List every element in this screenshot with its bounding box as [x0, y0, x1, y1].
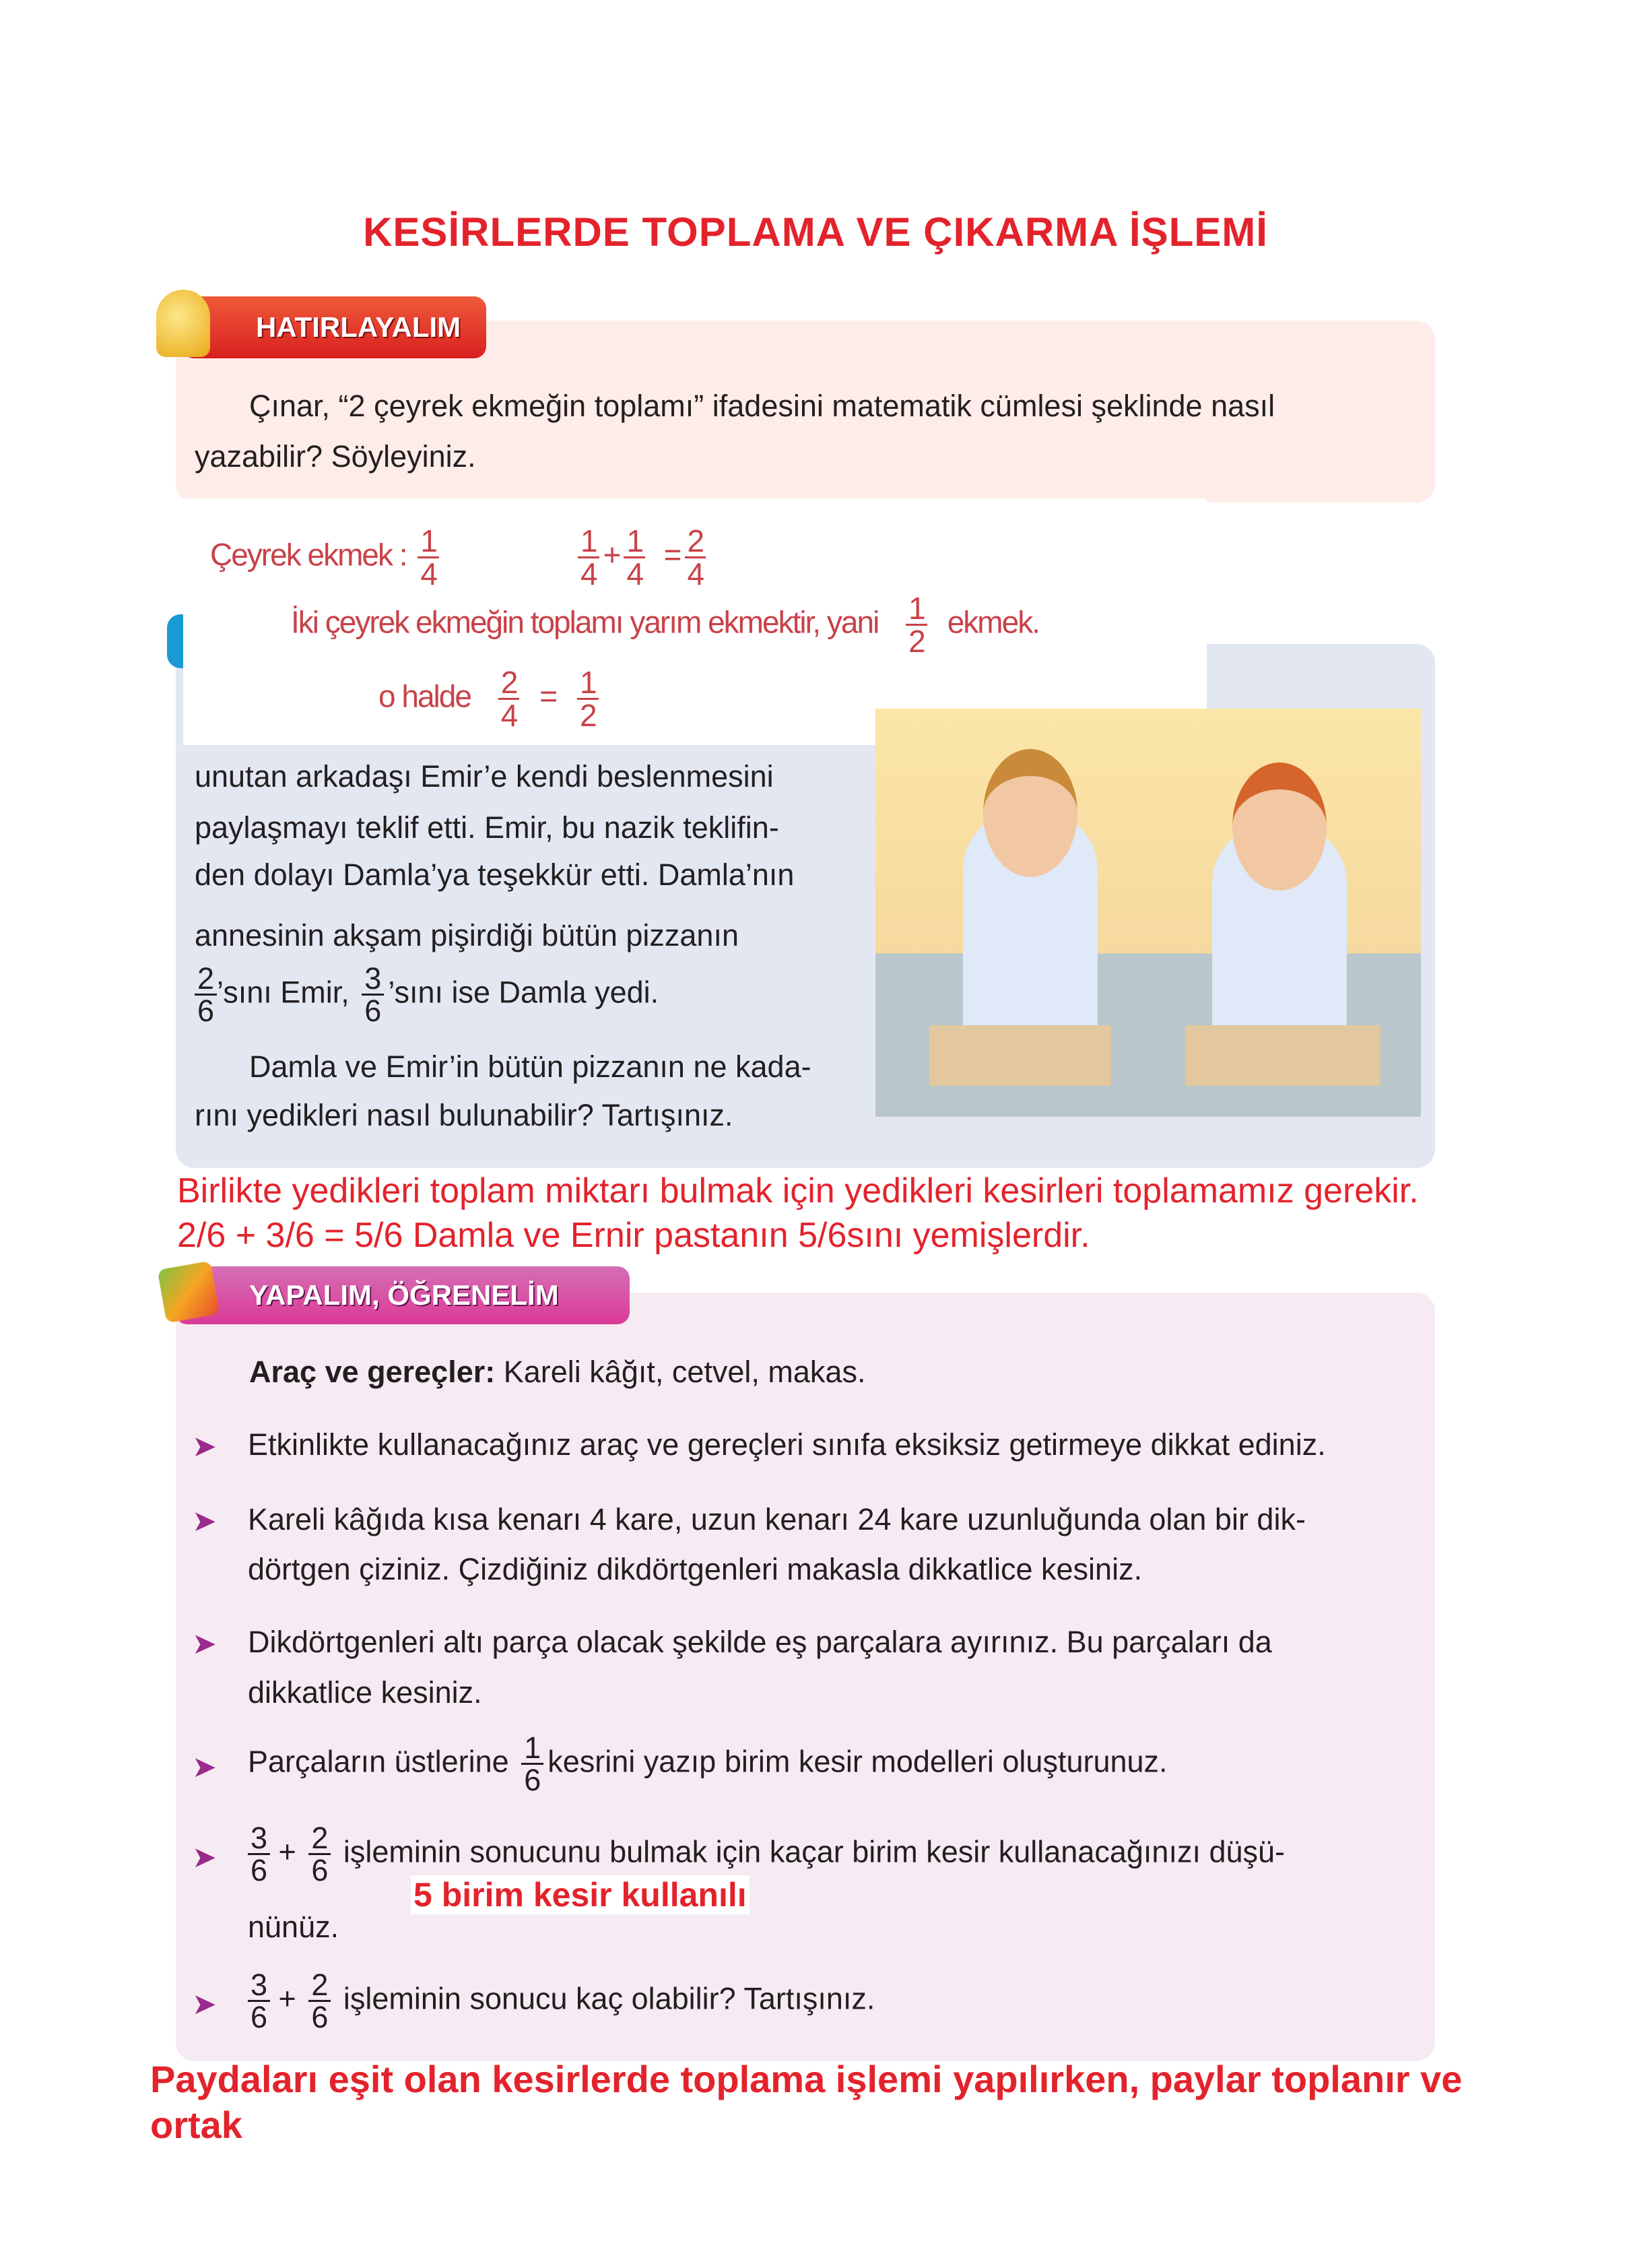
children-pizza-illustration [875, 709, 1421, 1117]
bullet-icon: ➤ [192, 1841, 217, 1874]
num: 1 [577, 667, 599, 700]
step-2-line-2: dörtgen çiziniz. Çizdiğiniz dikdörtgenleri makasla dikkatlice kesiniz. [248, 1552, 1143, 1586]
num: 3 [248, 1823, 270, 1855]
text: ’sını Emir, [217, 975, 350, 1010]
num: 3 [248, 1970, 270, 2002]
remember-line-2: yazabilir? Söyleyiniz. [195, 439, 476, 474]
books-icon [158, 1261, 220, 1324]
den: 6 [311, 2000, 329, 2034]
text: kesrini yazıp birim kesir modelleri oluşturunuz. [547, 1744, 1168, 1779]
story-line-1: unutan arkadaşı Emir’e kendi beslenmesini [195, 759, 774, 793]
boy-head [983, 749, 1077, 877]
tools-value: Kareli kâğıt, cetvel, makas. [495, 1355, 866, 1389]
den: 6 [197, 994, 215, 1028]
den: 2 [579, 698, 596, 733]
equals-sign: = [539, 678, 557, 714]
step-5-line-2: nünüz. [248, 1910, 339, 1944]
remember-badge-label: HATIRLAYALIM [256, 311, 461, 343]
answer-line-1: Birlikte yedikleri toplam miktarı bulmak için yedikleri kesirleri toplamamız gerekir. [177, 1171, 1419, 1210]
remember-line-1: Çınar, “2 çeyrek ekmeğin toplamı” ifadesini matematik cümlesi şeklinde nasıl [249, 389, 1275, 423]
plus-sign: + [278, 1834, 296, 1869]
den: 4 [687, 556, 704, 591]
step-2-line-1: Kareli kâğıda kısa kenarı 4 kare, uzun kenarı 24 kare uzunluğunda olan bir dik- [248, 1502, 1306, 1536]
num: 2 [308, 1823, 331, 1855]
girl-head [1232, 763, 1327, 890]
den: 6 [364, 994, 382, 1028]
activity-badge [175, 1266, 630, 1324]
bullet-icon: ➤ [192, 1988, 217, 2021]
step-3-line-2: dikkatlice kesiniz. [248, 1675, 482, 1710]
story-line-5 [195, 963, 659, 1026]
story-line-6: Damla ve Emir’in bütün pizzanın ne kada- [249, 1049, 811, 1084]
num: 1 [521, 1732, 543, 1765]
step-6 [248, 1970, 875, 2032]
rule-answer-line-1: Paydaları eşit olan kesirlerde toplama işlemi yapılırken, paylar toplanır ve [150, 2058, 1463, 2100]
num: 3 [362, 963, 384, 996]
plus-sign: + [278, 1981, 296, 2016]
story-line-3: den dolayı Damla’ya teşekkür etti. Damla’nın [195, 857, 795, 892]
bread-word: ekmek. [947, 604, 1039, 640]
answer-line-2: 2/6 + 3/6 = 5/6 Damla ve Ernir pastanın 5/6sını yemişlerdir. [177, 1216, 1090, 1255]
den: 4 [420, 556, 436, 591]
plus-sign: + [603, 537, 620, 573]
step-1: Etkinlikte kullanacağınız araç ve gereçleri sınıfa eksiksiz getirmeye dikkat ediniz. [248, 1427, 1326, 1462]
pizza-plate-left [929, 1025, 1111, 1086]
page-title: KESİRLERDE TOPLAMA VE ÇIKARMA İŞLEMİ [363, 209, 1268, 255]
den: 6 [251, 1853, 268, 1887]
step-5-line-1 [248, 1823, 1285, 1885]
remember-badge [182, 296, 486, 358]
bullet-icon: ➤ [192, 1505, 217, 1538]
text: ’sını ise Damla yedi. [388, 975, 659, 1010]
num: 1 [906, 593, 927, 626]
rule-answer-line-2: ortak [150, 2104, 242, 2146]
text: işleminin sonucunu bulmak için kaçar birim kesir kullanacağınızı düşü- [343, 1834, 1286, 1869]
tools-label: Araç ve gereçler: [249, 1355, 496, 1389]
num: 2 [685, 525, 706, 558]
den: 4 [580, 556, 597, 591]
bullet-icon: ➤ [192, 1627, 217, 1660]
den: 4 [626, 556, 643, 591]
num: 2 [498, 667, 520, 700]
bell-icon [156, 290, 210, 357]
den: 6 [311, 1853, 329, 1887]
den: 2 [908, 624, 925, 659]
step-4 [248, 1732, 1168, 1795]
story-line-4: annesinin akşam pişirdiği bütün pizzanın [195, 918, 739, 952]
equals-sign: = [663, 537, 681, 573]
bullet-icon: ➤ [192, 1430, 217, 1463]
num: 1 [418, 525, 439, 558]
activity-badge-label: YAPALIM, ÖĞRENELİM [249, 1279, 559, 1311]
num: 2 [195, 963, 217, 996]
den: 6 [524, 1763, 541, 1797]
num: 1 [624, 525, 645, 558]
step-3-line-1: Dikdörtgenleri altı parça olacak şekilde eş parçalara ayırınız. Bu parçaları da [248, 1625, 1272, 1659]
num: 1 [578, 525, 599, 558]
story-line-2: paylaşmayı teklif etti. Emir, bu nazik teklifin- [195, 810, 779, 845]
num: 2 [308, 1970, 331, 2002]
quarter-bread-label: Çeyrek ekmek : [210, 537, 407, 573]
tools-line [249, 1357, 865, 1387]
den: 6 [251, 2000, 268, 2034]
bullet-icon: ➤ [192, 1751, 217, 1784]
therefore-label: o halde [378, 678, 471, 714]
half-sentence: İki çeyrek ekmeğin toplamı yarım ekmektir, yani [291, 604, 879, 640]
text: Parçaların üstlerine [248, 1744, 509, 1779]
pizza-plate-right [1185, 1025, 1380, 1086]
text: işleminin sonucu kaç olabilir? Tartışınız. [343, 1981, 875, 2016]
den: 4 [500, 698, 517, 733]
story-line-7: rını yedikleri nasıl bulunabilir? Tartışınız. [195, 1098, 733, 1132]
step-5-answer: 5 birim kesir kullanılı [411, 1875, 750, 1914]
